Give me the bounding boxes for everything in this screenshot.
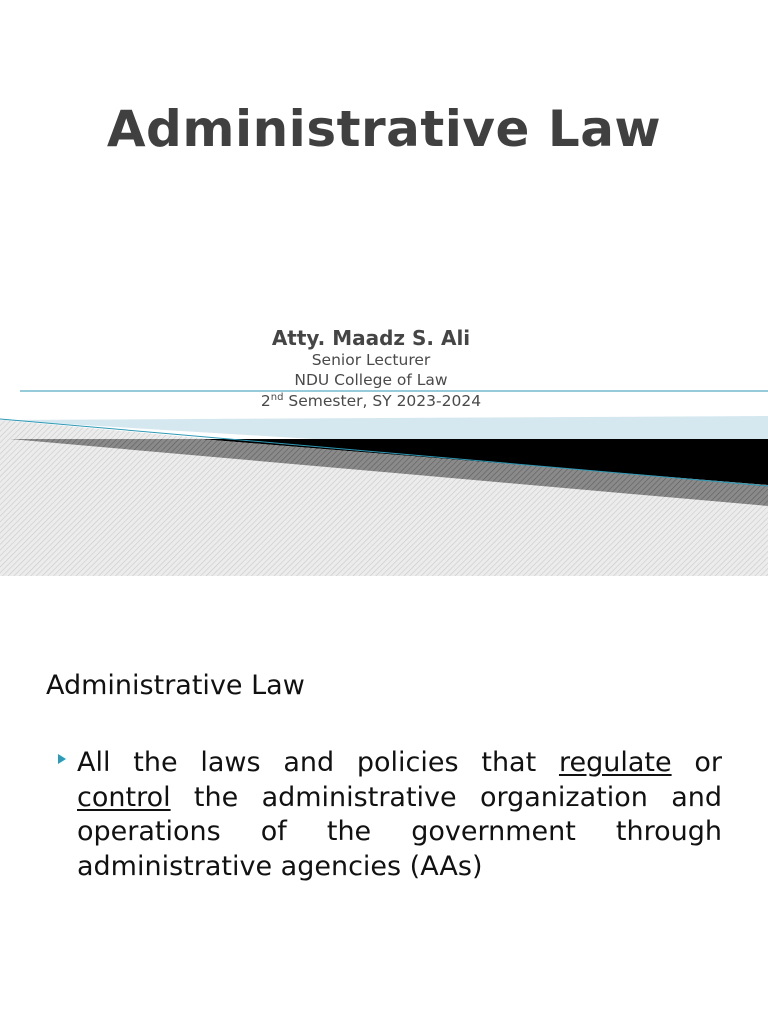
bullet-text-part1: All the laws and policies that <box>77 747 559 778</box>
content-slide-title: Administrative Law <box>46 670 305 701</box>
institution-name: NDU College of Law <box>294 371 448 389</box>
slide-title: Administrative Law <box>106 100 662 158</box>
bullet-item <box>58 746 722 884</box>
semester-rest: Semester, SY 2023-2024 <box>283 392 482 411</box>
underlined-control: control <box>77 781 171 813</box>
bullet-text <box>77 746 722 884</box>
content-slide <box>0 576 768 1024</box>
bullet-text-part3: the administrative organization and operations of the government through administrative agencies (AAs) <box>77 781 722 882</box>
semester-suffix: nd <box>270 392 284 403</box>
bullet-text-part2: or <box>671 747 722 778</box>
bullet-arrow-icon <box>58 754 66 764</box>
author-position: Senior Lecturer <box>311 351 431 369</box>
author-name: Atty. Maadz S. Ali <box>271 326 471 350</box>
semester-number: 2 <box>260 392 271 411</box>
underlined-regulate: regulate <box>558 747 672 778</box>
semester-line <box>0 392 742 410</box>
